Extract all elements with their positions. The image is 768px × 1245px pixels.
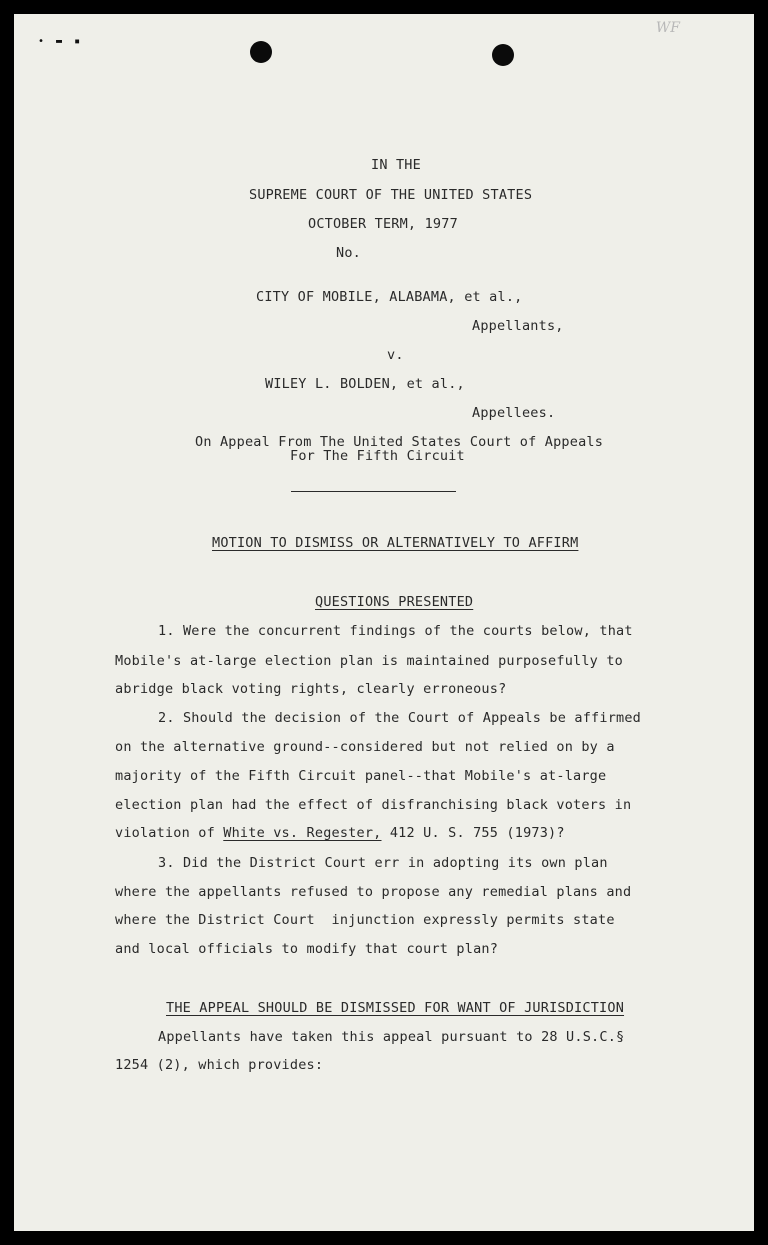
question-2-line-1: 2. Should the decision of the Court of Appeals be affirmed: [158, 710, 642, 726]
caption-divider: [291, 491, 456, 492]
dismiss-heading: THE APPEAL SHOULD BE DISMISSED FOR WANT OF JURISDICTION: [166, 1000, 625, 1016]
caption-court: SUPREME COURT OF THE UNITED STATES: [249, 187, 533, 203]
question-3-line-3: where the District Court injunction expressly permits state: [115, 912, 615, 928]
caption-versus: v.: [387, 347, 404, 363]
caption-number: No.: [336, 245, 361, 261]
question-2-line-3: majority of the Fifth Circuit panel--that Mobile's at-large: [115, 768, 607, 784]
caption-in-the: IN THE: [371, 157, 421, 173]
party-appellees-name: WILEY L. BOLDEN, et al.,: [265, 376, 465, 392]
question-2-line-5: [115, 825, 565, 841]
party-appellants-role: Appellants,: [472, 318, 564, 334]
dismiss-text-line-1: Appellants have taken this appeal pursuant to 28 U.S.C.§: [158, 1029, 625, 1045]
question-3-line-2: where the appellants refused to propose any remedial plans and: [115, 884, 632, 900]
question-3-line-1: 3. Did the District Court err in adopting its own plan: [158, 855, 608, 871]
question-2-line-2: on the alternative ground--considered but not relied on by a: [115, 739, 615, 755]
motion-title: MOTION TO DISMISS OR ALTERNATIVELY TO AFFIRM: [212, 535, 579, 551]
question-1-line-1: 1. Were the concurrent findings of the courts below, that: [158, 623, 633, 639]
punch-hole-right: [492, 44, 514, 66]
party-appellants-name: CITY OF MOBILE, ALABAMA, et al.,: [256, 289, 523, 305]
caption-term: OCTOBER TERM, 1977: [308, 216, 458, 232]
handwritten-initials: WF: [655, 20, 680, 36]
appeal-line-2: For The Fifth Circuit: [290, 448, 465, 464]
case-citation: White vs. Regester,: [223, 825, 382, 841]
scan-specks: • ▬ ▪: [38, 36, 84, 47]
document-page: [14, 14, 754, 1231]
appeal-line-1: On Appeal From The United States Court of Appeals: [195, 434, 604, 450]
question-3-line-4: and local officials to modify that court plan?: [115, 941, 499, 957]
questions-heading: QUESTIONS PRESENTED: [315, 594, 474, 610]
question-2-prefix: violation of: [115, 825, 224, 841]
question-1-line-2: Mobile's at-large election plan is maintained purposefully to: [115, 653, 623, 669]
dismiss-text-line-2: 1254 (2), which provides:: [115, 1057, 324, 1073]
question-2-line-4: election plan had the effect of disfranchising black voters in: [115, 797, 632, 813]
question-2-suffix: 412 U. S. 755 (1973)?: [381, 825, 565, 841]
question-1-line-3: abridge black voting rights, clearly erroneous?: [115, 681, 507, 697]
party-appellees-role: Appellees.: [472, 405, 556, 421]
punch-hole-left: [250, 41, 272, 63]
